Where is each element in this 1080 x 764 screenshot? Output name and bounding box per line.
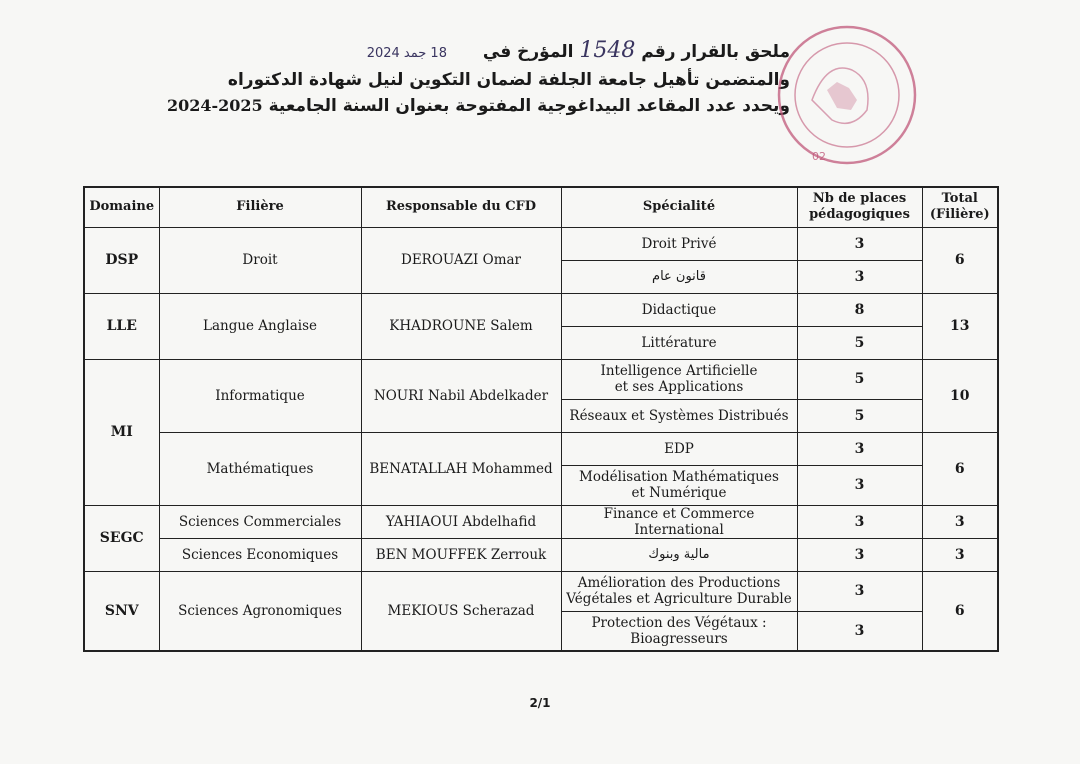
decision-number: 1548 <box>579 38 636 63</box>
specialite-cell <box>561 465 797 505</box>
specialite-cell: Littérature <box>561 326 797 359</box>
col-specialite: Spécialité <box>561 187 797 227</box>
total-cell: 13 <box>922 293 998 359</box>
table-row <box>84 359 998 399</box>
domaine-cell: SEGC <box>84 505 159 571</box>
places-cell: 5 <box>797 326 922 359</box>
total-cell: 10 <box>922 359 998 432</box>
col-places <box>797 187 922 227</box>
doctoral-places-table <box>83 186 999 652</box>
places-cell: 5 <box>797 399 922 432</box>
total-cell: 6 <box>922 432 998 505</box>
responsable-cell: MEKIOUS Scherazad <box>361 571 561 651</box>
domaine-cell: DSP <box>84 227 159 293</box>
specialite-line: Végétales et Agriculture Durable <box>566 591 792 607</box>
filiere-cell: Sciences Agronomiques <box>159 571 361 651</box>
responsable-cell: NOURI Nabil Abdelkader <box>361 359 561 432</box>
header-line-3-text: ويحدد عدد المقاعد البيداغوجية المفتوحة بعنوان السنة الجامعية <box>268 96 790 116</box>
specialite-cell: Droit Privé <box>561 227 797 260</box>
specialite-line: Amélioration des Productions <box>577 575 781 591</box>
places-cell: 5 <box>797 359 922 399</box>
responsable-cell: DEROUAZI Omar <box>361 227 561 293</box>
col-responsable: Responsable du CFD <box>361 187 561 227</box>
table-row <box>84 538 998 571</box>
col-places-line2: pédagogiques <box>809 207 910 223</box>
responsable-cell: YAHIAOUI Abdelhafid <box>361 505 561 538</box>
specialite-cell: EDP <box>561 432 797 465</box>
filiere-cell: Sciences Economiques <box>159 538 361 571</box>
places-cell: 3 <box>797 611 922 651</box>
total-cell: 6 <box>922 227 998 293</box>
specialite-cell: Réseaux et Systèmes Distribués <box>561 399 797 432</box>
filiere-cell: Informatique <box>159 359 361 432</box>
places-cell: 3 <box>797 465 922 505</box>
domaine-cell: MI <box>84 359 159 505</box>
specialite-line: et ses Applications <box>614 379 744 395</box>
total-cell: 3 <box>922 538 998 571</box>
seal-label: 02 <box>812 150 826 163</box>
filiere-cell: Mathématiques <box>159 432 361 505</box>
header-line-3 <box>166 93 790 119</box>
specialite-cell <box>561 611 797 651</box>
specialite-cell: Finance et Commerce International <box>561 505 797 538</box>
table-row <box>84 293 998 326</box>
table-row <box>84 505 998 538</box>
specialite-line: Modélisation Mathématiques <box>579 469 779 485</box>
responsable-cell: BENATALLAH Mohammed <box>361 432 561 505</box>
places-cell: 3 <box>797 538 922 571</box>
specialite-cell <box>561 571 797 611</box>
specialite-cell: قانون عام <box>561 260 797 293</box>
specialite-cell <box>561 359 797 399</box>
document-header <box>166 38 790 119</box>
academic-year: 2025-2024 <box>166 96 263 115</box>
specialite-line: Protection des Végétaux : <box>591 614 767 631</box>
col-total-line2: (Filière) <box>929 207 990 223</box>
col-filiere: Filière <box>159 187 361 227</box>
places-cell: 3 <box>797 432 922 465</box>
table-row <box>84 227 998 260</box>
specialite-line: Bioagresseurs <box>630 630 728 647</box>
specialite-line: et Numérique <box>631 485 727 501</box>
responsable-cell: BEN MOUFFEK Zerrouk <box>361 538 561 571</box>
places-cell: 3 <box>797 260 922 293</box>
filiere-cell: Langue Anglaise <box>159 293 361 359</box>
responsable-cell: KHADROUNE Salem <box>361 293 561 359</box>
domaine-cell: SNV <box>84 571 159 651</box>
filiere-cell: Sciences Commerciales <box>159 505 361 538</box>
table-row <box>84 571 998 611</box>
col-places-line1: Nb de places <box>812 191 907 207</box>
places-cell: 3 <box>797 571 922 611</box>
specialite-cell: Didactique <box>561 293 797 326</box>
total-cell: 3 <box>922 505 998 538</box>
decision-date: 18 جمد 2024 <box>366 46 447 61</box>
col-total <box>922 187 998 227</box>
dated-text: المؤرخ في <box>482 42 574 62</box>
filiere-cell: Droit <box>159 227 361 293</box>
places-cell: 8 <box>797 293 922 326</box>
places-cell: 3 <box>797 227 922 260</box>
total-cell: 6 <box>922 571 998 651</box>
header-line-2: والمتضمن تأهيل جامعة الجلفة لضمان التكوين لنيل شهادة الدكتوراه <box>227 70 790 90</box>
specialite-line: Intelligence Artificielle <box>600 363 758 379</box>
official-seal-icon <box>772 20 922 170</box>
specialite-cell: مالية وبنوك <box>561 538 797 571</box>
col-domaine: Domaine <box>84 187 159 227</box>
places-cell: 3 <box>797 505 922 538</box>
domaine-cell: LLE <box>84 293 159 359</box>
page-number: 2/1 <box>529 696 551 710</box>
table-header-row <box>84 187 998 227</box>
header-line-1 <box>230 38 790 67</box>
decision-annex-text: ملحق بالقرار رقم <box>641 42 790 62</box>
col-total-line1: Total <box>941 191 978 207</box>
table-row <box>84 432 998 465</box>
